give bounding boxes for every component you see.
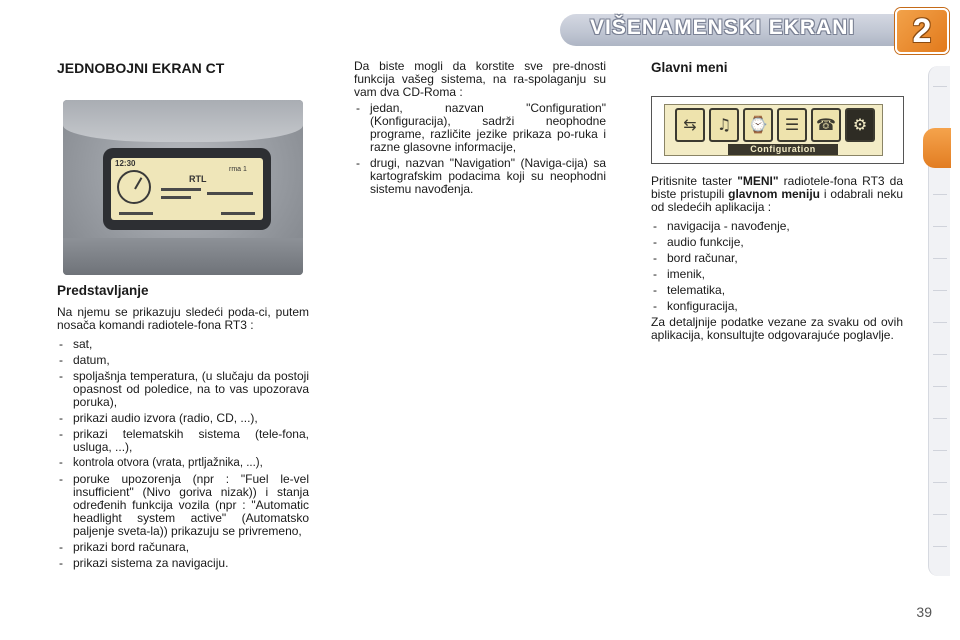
active-chapter-tab (923, 128, 951, 168)
display-screen (111, 158, 263, 220)
phone-icon: ☎ (811, 108, 841, 142)
list-item: - datum, (57, 354, 309, 367)
display-frame (103, 148, 271, 230)
column-right-text (651, 175, 903, 342)
display-line (221, 212, 255, 215)
rt3-screen-image (651, 96, 904, 164)
navigation-icon: ⇆ (675, 108, 705, 142)
tab-divider (933, 290, 947, 291)
display-station: RTL (189, 174, 207, 184)
list-item: - spoljašnja temperatura, (u slučaju da postoji opasnost od poledice, na to vas upozorava poruka), (57, 370, 309, 409)
cdrom-intro: Da biste mogli da korstite sve pre-dnosti funkcija vašeg sistema, na ra-spolaganju su vam dva CD-Roma : (354, 59, 606, 99)
tab-divider (933, 86, 947, 87)
text-segment: radiotele-fona RT3 da biste pristupili (651, 174, 903, 201)
tab-divider (933, 482, 947, 483)
tab-divider (933, 514, 947, 515)
page-title: VIŠENAMENSKI EKRANI (590, 16, 856, 39)
tab-divider (933, 386, 947, 387)
tab-divider (933, 354, 947, 355)
applications-list (651, 220, 903, 313)
list-item: - poruke upozorenja (npr : "Fuel le-vel insufficient" (Nivo goriva nizak)) i stanja određenih funkcija vozila (npr : "Automatic headlight system active" (Automatsko paljenje sveta-la)) prikazuju se privremeno, (57, 473, 309, 538)
list-item: - prikazi telematskih sistema (tele-fona, usluga, ...), (57, 428, 309, 454)
list-item: - prikazi bord računara, (57, 541, 309, 554)
list-item: - kontrola otvora (vrata, prtljažnika, ...), (57, 457, 309, 470)
configuration-screen (664, 104, 883, 156)
dashboard-top (63, 100, 303, 142)
display-preset: rma 1 (229, 166, 247, 173)
dashboard-bottom (63, 238, 303, 275)
display-line (161, 196, 191, 199)
main-menu-paragraph (651, 175, 903, 214)
configuration-label: Configuration (728, 144, 838, 155)
tab-divider (933, 450, 947, 451)
closing-paragraph: Za detaljnije podatke vezane za svaku od ovih aplikacija, konsultujte odgovarajuće poglavlje. (651, 315, 903, 342)
list-item: - konfiguracija, (651, 300, 903, 313)
trip-computer-icon: ⌚ (743, 108, 773, 142)
display-line (161, 188, 201, 191)
list-item: - drugi, nazvan "Navigation" (Naviga-cija) sa kartografskim podacima koji su neophodni sistemu navođenja. (354, 157, 606, 196)
list-item: - navigacija - navođenje, (651, 220, 903, 233)
config-icon: ⚙ (845, 108, 875, 142)
clock-icon (117, 170, 151, 204)
list-item: - jedan, nazvan "Configuration" (Konfiguracija), sadrži neophodne programe, različite jezike prikaza po-ruka i razne glasovne informacije, (354, 102, 606, 154)
section-heading-display: JEDNOBOJNI EKRAN CT (57, 60, 225, 76)
menu-key-label: "MENI" (737, 174, 779, 188)
list-item: - imenik, (651, 268, 903, 281)
tab-divider (933, 322, 947, 323)
section-heading-main-menu: Glavni meni (651, 60, 728, 75)
column-left (57, 60, 309, 76)
list-item: - telematika, (651, 284, 903, 297)
column-left-text (57, 283, 309, 570)
directory-icon: ☰ (777, 108, 807, 142)
display-data-list (57, 338, 309, 570)
page-header (0, 0, 960, 58)
chapter-tabs (928, 66, 950, 576)
list-item: - bord računar, (651, 252, 903, 265)
chapter-badge (895, 8, 949, 54)
tab-divider (933, 194, 947, 195)
tab-divider (933, 258, 947, 259)
display-time: 12:30 (115, 159, 136, 168)
display-photo (63, 100, 303, 275)
display-line (119, 212, 153, 215)
chapter-number: 2 (912, 12, 932, 50)
section-title-presentation: Predstavljanje (57, 283, 149, 298)
tab-divider (933, 546, 947, 547)
list-item: - sat, (57, 338, 309, 351)
text-segment: i odabrali neku od sledećih aplikacija : (651, 187, 903, 214)
list-item: - prikazi audio izvora (radio, CD, ...), (57, 412, 309, 425)
column-right (651, 60, 903, 75)
page-number: 39 (916, 604, 932, 620)
text-segment: Pritisnite taster (651, 174, 733, 188)
cdrom-list (354, 102, 606, 196)
main-menu-term: glavnom meniju (728, 187, 820, 201)
list-item: - prikazi sistema za navigaciju. (57, 557, 309, 570)
display-line (207, 192, 253, 195)
tab-divider (933, 418, 947, 419)
tab-divider (933, 226, 947, 227)
column-middle (354, 60, 606, 196)
list-item: - audio funkcije, (651, 236, 903, 249)
intro-paragraph: Na njemu se prikazuju sledeći poda-ci, putem nosača komandi radiotele-fona RT3 : (57, 305, 309, 332)
audio-icon: ♫ (709, 108, 739, 142)
